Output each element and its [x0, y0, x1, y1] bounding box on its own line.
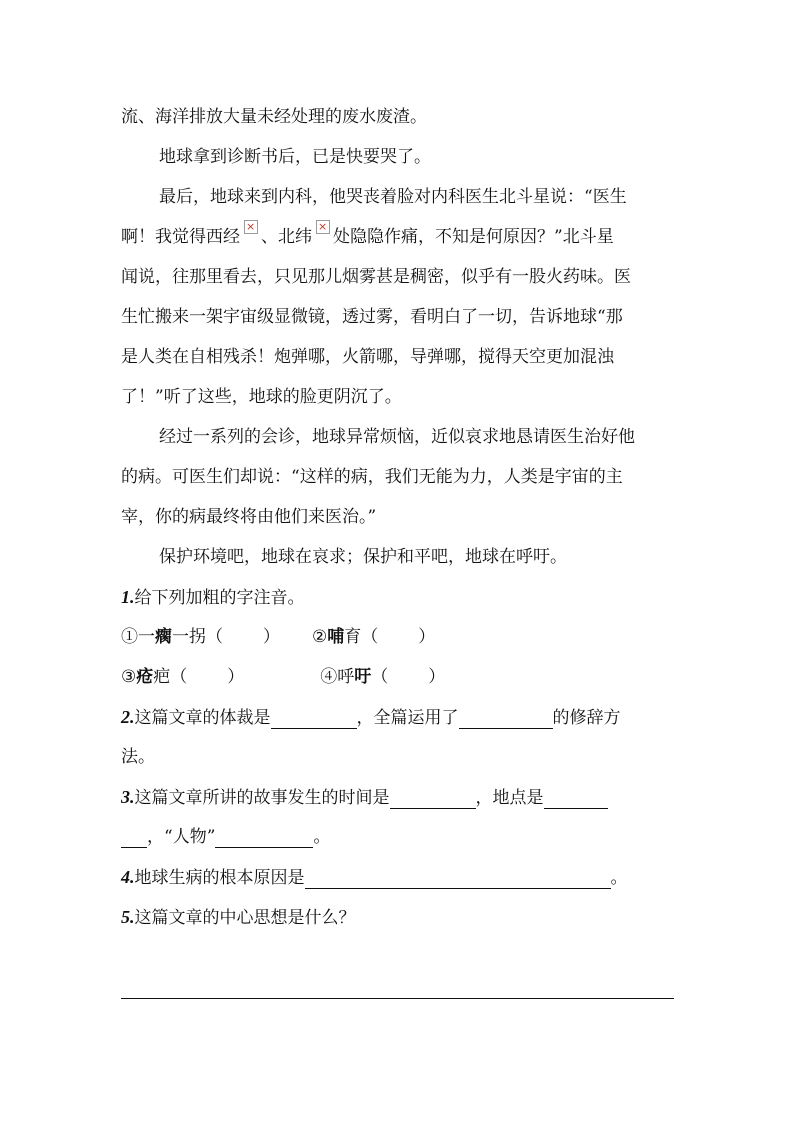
item-marker: ③: [121, 667, 137, 687]
pinyin-item-3: [121, 667, 244, 687]
passage-text: 的病。可医生们却说：“这样的病，我们无能为力，人类是宇宙的主: [121, 467, 623, 487]
question-text: 。: [610, 868, 628, 888]
question-number: 2.: [121, 707, 135, 727]
answer-blank[interactable]: [271, 702, 357, 729]
passage-text: 闻说，往那里看去，只见那儿烟雾甚是稠密，似乎有一股火药味。医: [121, 267, 631, 287]
question-1-row-2: [121, 657, 677, 697]
question-2: [121, 697, 677, 737]
passage-paragraph: [121, 537, 677, 577]
passage-text: 地球拿到诊断书后，已是快要哭了。: [159, 147, 431, 167]
passage-text: 经过一系列的会诊，地球异常烦恼，近似哀求地恳请医生治好他: [159, 427, 635, 447]
question-text: 这篇文章的体裁是: [134, 708, 271, 728]
question-4: [121, 857, 677, 897]
passage-text: 保护环境吧，地球在哀求；保护和平吧，地球在呼吁。: [159, 547, 567, 567]
question-number: 3.: [121, 787, 135, 807]
pinyin-item-1: [121, 627, 280, 647]
question-2-cont: [121, 737, 677, 777]
item-text: ）: [418, 627, 436, 647]
passage-line: [121, 497, 677, 537]
question-text: 这篇文章的中心思想是什么？: [134, 908, 356, 928]
passage-text: 了！”听了这些，地球的脸更阴沉了。: [121, 387, 402, 407]
item-text: ）: [263, 627, 280, 647]
question-text: 法。: [121, 747, 155, 767]
pinyin-item-2: [312, 627, 435, 647]
passage-paragraph: [121, 137, 677, 177]
passage-text: 是人类在自相残杀！炮弹哪，火箭哪，导弹哪，搅得天空更加混浊: [121, 347, 614, 367]
passage-line: [121, 377, 677, 417]
item-text: 疤（: [153, 667, 188, 687]
passage-text: 最后，地球来到内科，他哭丧着脸对内科医生北斗星说：“医生: [159, 187, 627, 207]
worksheet-page: [121, 97, 677, 937]
question-number: 4.: [121, 867, 135, 887]
bold-char: 疮: [136, 667, 154, 687]
item-text: 育（: [344, 627, 379, 647]
answer-blank[interactable]: [215, 821, 313, 848]
question-number: 1.: [121, 587, 135, 607]
answer-blank[interactable]: [305, 862, 611, 889]
item-marker: ②: [312, 627, 328, 647]
item-text: ）: [428, 667, 446, 687]
answer-blank[interactable]: [390, 782, 476, 809]
question-1-row-1: [121, 617, 677, 657]
item-text: 一拐（: [172, 627, 223, 647]
passage-line: [121, 337, 677, 377]
item-marker: ①: [121, 627, 138, 647]
question-text: ，“人物”: [147, 827, 216, 847]
question-text: ，全篇运用了: [356, 708, 459, 728]
question-number: 5.: [121, 907, 135, 927]
passage-text: 流、海洋排放大量未经处理的废水废渣。: [121, 107, 427, 127]
passage-text: 生忙搬来一架宇宙级显微镜，透过雾，看明白了一切，告诉地球“那: [121, 307, 623, 327]
passage-text: 、北纬: [261, 227, 312, 247]
bold-char: 哺: [327, 627, 345, 647]
item-marker: ④: [320, 667, 338, 687]
passage-text: 啊！我觉得西经: [121, 227, 240, 247]
question-text: ，地点是: [475, 788, 544, 808]
answer-blank[interactable]: [459, 702, 553, 729]
item-text: ）: [227, 667, 245, 687]
item-text: （: [371, 667, 389, 687]
broken-image-icon: [316, 220, 330, 234]
answer-line[interactable]: [121, 998, 674, 999]
item-text: 一: [138, 627, 155, 647]
question-text: 给下列加粗的字注音。: [134, 588, 305, 608]
passage-text: 处隐隐作痛，不知是何原因？”北斗星: [333, 227, 614, 247]
question-1: [121, 577, 677, 617]
question-text: 的修辞方: [552, 708, 621, 728]
passage-text: 宰，你的病最终将由他们来医治。”: [121, 507, 377, 527]
broken-image-icon: [244, 220, 258, 234]
question-3: [121, 777, 677, 817]
answer-blank[interactable]: [544, 782, 608, 809]
question-text: 。: [313, 827, 331, 847]
passage-line: [121, 457, 677, 497]
passage-line: [121, 97, 677, 137]
answer-blank[interactable]: [121, 821, 147, 848]
item-text: 呼: [337, 667, 355, 687]
passage-line: [121, 217, 677, 257]
bold-char: 吁: [354, 667, 372, 687]
question-text: 这篇文章所讲的故事发生的时间是: [134, 788, 390, 808]
passage-line: [121, 257, 677, 297]
passage-paragraph: [121, 177, 677, 217]
question-5: [121, 897, 677, 937]
question-text: 地球生病的根本原因是: [134, 868, 305, 888]
question-3-cont: [121, 817, 677, 857]
passage-line: [121, 297, 677, 337]
bold-char: 瘸: [155, 627, 172, 647]
passage-paragraph: [121, 417, 677, 457]
pinyin-item-4: [320, 667, 445, 687]
